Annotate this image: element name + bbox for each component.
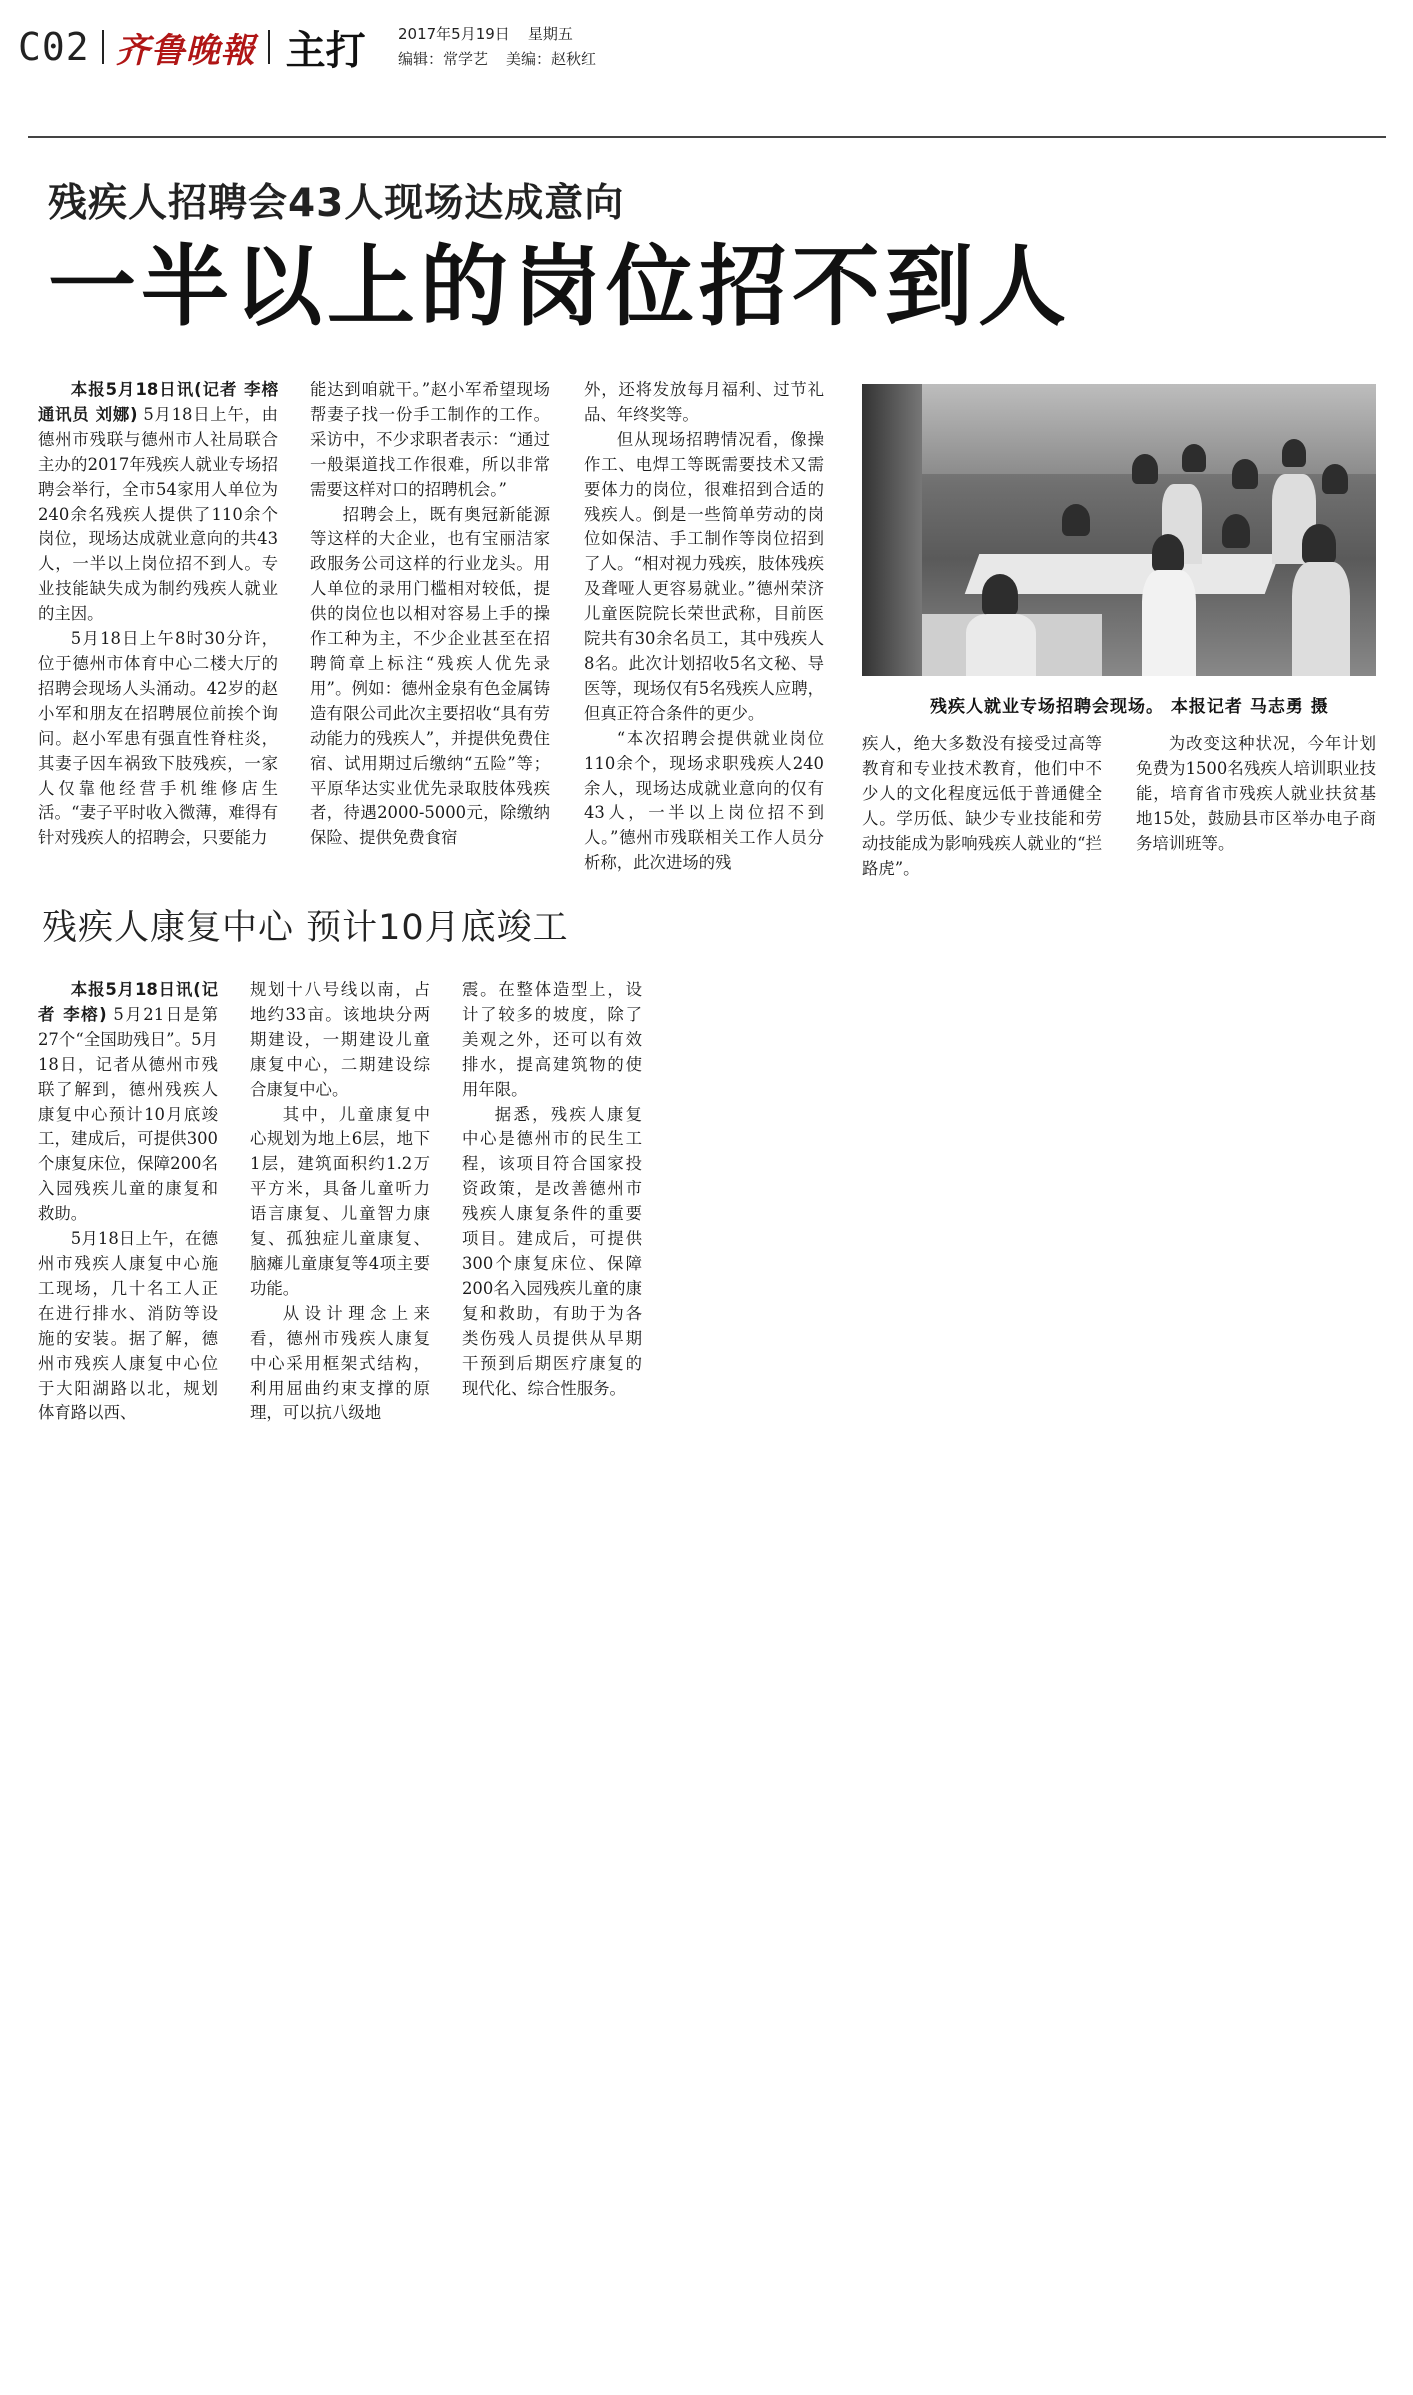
paragraph xyxy=(462,978,642,1103)
designer-credit: 美编：赵秋红 xyxy=(506,50,597,68)
paragraph-text: 震。在整体造型上，设计了较多的坡度，除了美观之外，还可以有效排水，提高建筑物的使用年限。 xyxy=(462,980,642,1099)
divider xyxy=(268,30,270,64)
paragraph xyxy=(310,378,550,503)
paragraph xyxy=(250,978,430,1103)
dateline: 本报5月18日讯(记者 李榕 通讯员 刘娜) xyxy=(38,380,278,424)
dateline: 本报5月18日讯(记者 李榕) xyxy=(38,980,218,1024)
job-fair-photo xyxy=(862,384,1376,676)
paragraph-text: 招聘会上，既有奥冠新能源等这样的大企业，也有宝丽洁家政服务公司这样的行业龙头。用人单位的录用门槛相对较低，提供的岗位也以相对容易上手的操作工种为主，不少企业甚至在招聘简章上标注“残疾人优先录用”。例如：德州金泉有色金属铸造有限公司此次主要招收“具有劳动能力的残疾人”，并提供免费住宿、试用期过后缴纳“五险”等；平原华达实业优先录取肢体残疾者，待遇2000-5000元，除缴纳保险、提供免费食宿 xyxy=(310,504,550,848)
issue-date: 2017年5月19日 xyxy=(398,25,510,43)
article1-column-4 xyxy=(862,732,1102,881)
paragraph xyxy=(310,503,550,852)
article1-column-2 xyxy=(310,378,550,851)
paragraph-text: 其中，儿童康复中心规划为地上6层，地下1层，建筑面积约1.2万平方米，具备儿童听力语言康复、儿童智力康复、孤独症儿童康复、脑瘫儿童康复等4项主要功能。 xyxy=(250,1104,430,1298)
section-name: 主打 xyxy=(285,27,366,74)
article1-column-5 xyxy=(1136,732,1376,857)
divider xyxy=(102,30,104,64)
editor-credit: 编辑：常学艺 xyxy=(398,50,489,68)
masthead xyxy=(18,22,366,72)
article2-column-1 xyxy=(38,978,218,1426)
paragraph-text: “本次招聘会提供就业岗位110余个，现场求职残疾人240余人，现场达成就业意向的仅有43人，一半以上岗位招不到人。”德州市残联相关工作人员分析称，此次进场的残 xyxy=(584,728,824,873)
paragraph-text: 5月21日是第27个“全国助残日”。5月18日，记者从德州市残联了解到，德州残疾人康复中心预计10月底竣工，建成后，可提供300个康复床位，保障200名入园残疾儿童的康复和救助。 xyxy=(38,1004,218,1224)
article2-column-3 xyxy=(462,978,642,1401)
paragraph-text: 5月18日上午，在德州市残疾人康复中心施工现场，几十名工人正在进行排水、消防等设施的安装。据了解，德州市残疾人康复中心位于大阳湖路以北，规划体育路以西、 xyxy=(38,1229,218,1423)
issue-weekday: 星期五 xyxy=(527,25,573,43)
article1-column-1 xyxy=(38,378,278,851)
article-kicker: 残疾人招聘会43人现场达成意向 xyxy=(48,181,625,226)
paragraph-text: 规划十八号线以南，占地约33亩。该地块分两期建设，一期建设儿童康复中心，二期建设综合康复中心。 xyxy=(250,980,430,1099)
paragraph xyxy=(462,1103,642,1402)
issue-meta xyxy=(398,22,614,72)
article2-column-2 xyxy=(250,978,430,1426)
paragraph xyxy=(584,727,824,876)
paragraph-text: 能达到咱就干。”赵小军希望现场帮妻子找一份手工制作的工作。采访中，不少求职者表示：“通过一般渠道找工作很难，所以非常需要这样对口的招聘机会。” xyxy=(310,380,550,499)
paragraph xyxy=(38,378,278,627)
photo-caption: 残疾人就业专场招聘会现场。 本报记者 马志勇 摄 xyxy=(930,697,1329,717)
paragraph xyxy=(862,732,1102,881)
paragraph xyxy=(38,1227,218,1426)
article-headline: 一半以上的岗位招不到人 xyxy=(48,235,1072,338)
paragraph xyxy=(584,428,824,727)
paragraph-text: 外，还将发放每月福利、过节礼品、年终奖等。 xyxy=(584,380,824,424)
paragraph xyxy=(38,978,218,1227)
page-number: C02 xyxy=(18,25,90,69)
paragraph-text: 从设计理念上来看，德州市残疾人康复中心采用框架式结构，利用屈曲约束支撑的原理，可以抗八级地 xyxy=(250,1303,430,1423)
newspaper-logo: 齐鲁晚報 xyxy=(115,30,256,71)
paragraph xyxy=(1136,732,1376,857)
paragraph xyxy=(584,378,824,428)
paragraph-text: 疾人，绝大多数没有接受过高等教育和专业技术教育，他们中不少人的文化程度远低于普通健全人。学历低、缺少专业技能和劳动技能成为影响残疾人就业的“拦路虎”。 xyxy=(862,734,1102,878)
paragraph-text: 据悉，残疾人康复中心是德州市的民生工程，该项目符合国家投资政策，是改善德州市残疾人康复条件的重要项目。建成后，可提供300个康复床位、保障200名入园残疾儿童的康复和救助，有助于为各类伤残人员提供从早期干预到后期医疗康复的现代化、综合性服务。 xyxy=(462,1104,642,1398)
paragraph-text: 为改变这种状况，今年计划免费为1500名残疾人培训职业技能，培育省市残疾人就业扶贫基地15处，鼓励县市区举办电子商务培训班等。 xyxy=(1136,734,1376,853)
article2-title: 残疾人康复中心 预计10月底竣工 xyxy=(42,908,569,948)
paragraph xyxy=(250,1302,430,1427)
header-rule xyxy=(28,136,1386,138)
paragraph xyxy=(250,1103,430,1302)
paragraph-text: 5月18日上午，由德州市残联与德州市人社局联合主办的2017年残疾人就业专场招聘会举行，全市54家用人单位为240余名残疾人提供了110余个岗位，现场达成就业意向的共43人，一半以上岗位招不到人。专业技能缺失成为制约残疾人就业的主因。 xyxy=(38,404,278,624)
paragraph-text: 5月18日上午8时30分许，位于德州市体育中心二楼大厅的招聘会现场人头涌动。42岁的赵小军和朋友在招聘展位前挨个询问。赵小军患有强直性脊柱炎，其妻子因车祸致下肢残疾，一家人仅靠他经营手机维修店生活。“妻子平时收入微薄，难得有针对残疾人的招聘会，只要能力 xyxy=(38,629,278,848)
paragraph-text: 但从现场招聘情况看，像操作工、电焊工等既需要技术又需要体力的岗位，很难招到合适的残疾人。倒是一些简单劳动的岗位如保洁、手工制作等岗位招到了人。“相对视力残疾，肢体残疾及聋哑人更容易就业。”德州荣济儿童医院院长荣世武称，目前医院共有30余名员工，其中残疾人8名。此次计划招收5名文秘、导医等，现场仅有5名残疾人应聘，但真正符合条件的更少。 xyxy=(584,429,824,723)
paragraph xyxy=(38,627,278,851)
article1-column-3 xyxy=(584,378,824,876)
